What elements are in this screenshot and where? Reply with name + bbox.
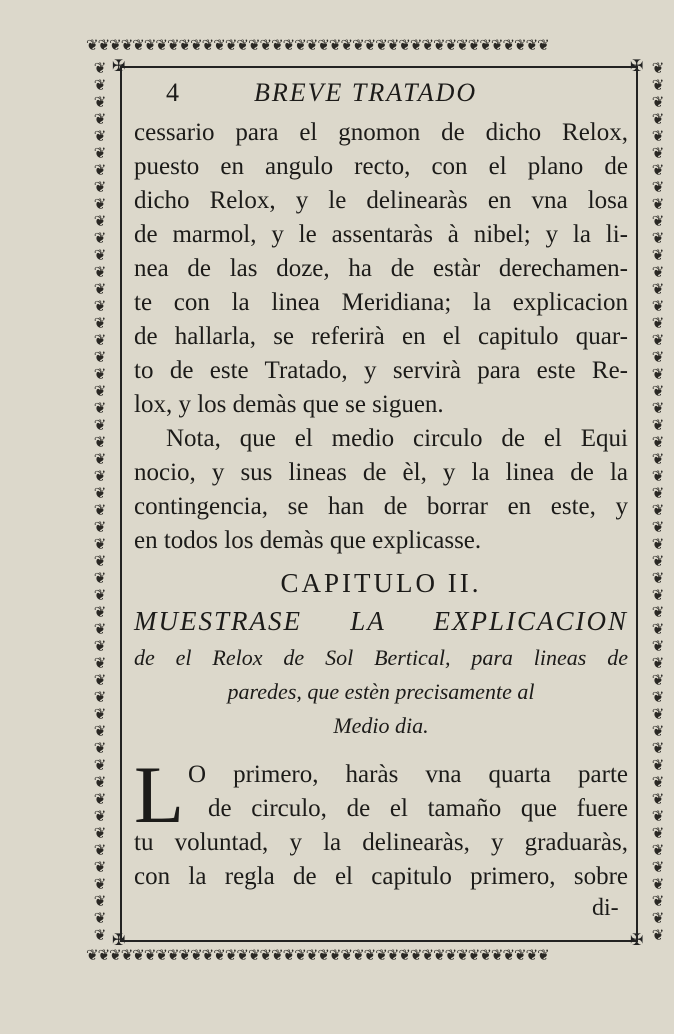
fleuron-ornament-icon: ❦ [651,280,665,298]
fleuron-ornament-icon: ❦ [93,722,107,740]
fleuron-ornament-icon: ❦ [651,654,665,672]
fleuron-ornament-icon: ❦ [651,790,665,808]
fleuron-ornament-icon: ❦ [93,161,107,179]
fleuron-ornament-icon: ❦ [651,688,665,706]
text-line: lox, y los demàs que se siguen. [134,391,444,418]
fleuron-ornament-icon: ❦ [651,722,665,740]
fleuron-ornament-icon: ❦ [93,637,107,655]
fleuron-ornament-icon: ❦ [651,314,665,332]
ornamental-border-top: ❦❦❦❦❦❦❦❦❦❦❦❦❦❦❦❦❦❦❦❦❦❦❦❦❦❦❦❦❦❦❦❦❦❦❦❦❦❦❦❦ [86,36,549,54]
fleuron-ornament-icon: ❦ [651,297,665,315]
fleuron-ornament-icon: ❦ [651,399,665,417]
text-line: puesto en angulo recto, con el plano de [134,153,628,180]
fleuron-ornament-icon: ❦ [93,739,107,757]
fleuron-ornament-icon: ❦ [651,348,665,366]
frame-rule-left [120,66,122,942]
fleuron-ornament-icon: ❦ [93,195,107,213]
corner-cross-icon: ✠ [630,56,644,75]
frame-rule-top [122,66,638,68]
text-line: con la regla de el capitulo primero, sobre [134,863,628,890]
fleuron-ornament-icon: ❦ [651,229,665,247]
fleuron-ornament-icon: ❦ [93,705,107,723]
frame-rule-right [636,66,638,942]
fleuron-ornament-icon: ❦ [93,246,107,264]
text-line: de hallarla, se referirà en el capitulo quar- [134,323,628,350]
fleuron-ornament-icon: ❦ [93,382,107,400]
chapter-subtitle-line: de el Relox de Sol Bertical, para lineas de [134,645,628,670]
drop-cap: L [134,749,185,840]
fleuron-ornament-icon: ❦ [93,518,107,536]
page-number: 4 [166,78,179,107]
fleuron-ornament-icon: ❦ [651,858,665,876]
fleuron-ornament-icon: ❦ [93,76,107,94]
fleuron-ornament-icon: ❦ [93,603,107,621]
fleuron-ornament-icon: ❦ [651,144,665,162]
fleuron-ornament-icon: ❦ [651,671,665,689]
fleuron-ornament-icon: ❦ [93,467,107,485]
catchword: di- [592,895,619,921]
fleuron-ornament-icon: ❦ [93,433,107,451]
corner-cross-icon: ✠ [630,930,644,949]
fleuron-ornament-icon: ❦ [651,263,665,281]
fleuron-ornament-icon: ❦ [651,773,665,791]
fleuron-ornament-icon: ❦ [651,586,665,604]
fleuron-ornament-icon: ❦ [93,756,107,774]
fleuron-ornament-icon: ❦ [651,195,665,213]
fleuron-ornament-icon: ❦ [651,620,665,638]
text-line: de circulo, de el tamaño que fuere [208,795,628,822]
corner-cross-icon: ✠ [112,56,126,75]
fleuron-ornament-icon: ❦ [93,365,107,383]
fleuron-ornament-icon: ❦ [93,93,107,111]
fleuron-ornament-icon: ❦ [651,637,665,655]
fleuron-ornament-icon: ❦ [651,603,665,621]
fleuron-ornament-icon: ❦ [93,280,107,298]
fleuron-ornament-icon: ❦ [651,501,665,519]
text-line: de marmol, y le assentaràs à nibel; y la li- [134,221,628,248]
fleuron-ornament-icon: ❦ [651,450,665,468]
text-line: dicho Relox, y le delinearàs en vna losa [134,187,628,214]
fleuron-ornament-icon: ❦ [93,263,107,281]
chapter-heading: CAPITULO II. [280,568,482,598]
fleuron-ornament-icon: ❦ [93,144,107,162]
fleuron-ornament-icon: ❦ [93,875,107,893]
fleuron-ornament-icon: ❦ [651,552,665,570]
fleuron-ornament-icon: ❦ [651,110,665,128]
fleuron-ornament-icon: ❦ [93,858,107,876]
fleuron-ornament-icon: ❦ [651,892,665,910]
text-line: Nota, que el medio circulo de el Equi [166,425,628,452]
fleuron-ornament-icon: ❦ [93,790,107,808]
fleuron-ornament-icon: ❦ [93,688,107,706]
fleuron-ornament-icon: ❦ [93,535,107,553]
text-line: nea de las doze, ha de estàr derechamen- [134,255,628,282]
fleuron-ornament-icon: ❦ [93,586,107,604]
fleuron-ornament-icon: ❦ [93,416,107,434]
fleuron-ornament-icon: ❦ [93,569,107,587]
fleuron-ornament-icon: ❦ [93,892,107,910]
chapter-subtitle-line: MUESTRASE LA EXPLICACION [134,606,628,636]
fleuron-ornament-icon: ❦ [93,501,107,519]
fleuron-ornament-icon: ❦ [93,450,107,468]
fleuron-ornament-icon: ❦ [93,348,107,366]
fleuron-ornament-icon: ❦ [651,569,665,587]
text-line: cessario para el gnomon de dicho Relox, [134,119,628,146]
fleuron-ornament-icon: ❦ [651,178,665,196]
running-title: BREVE TRATADO [254,78,478,107]
fleuron-ornament-icon: ❦ [651,127,665,145]
fleuron-ornament-icon: ❦ [93,671,107,689]
fleuron-ornament-icon: ❦ [651,161,665,179]
fleuron-ornament-icon: ❦ [93,909,107,927]
ornamental-border-right [646,60,670,945]
fleuron-ornament-icon: ❦ [651,807,665,825]
fleuron-ornament-icon: ❦ [93,297,107,315]
fleuron-ornament-icon: ❦ [93,127,107,145]
fleuron-ornament-icon: ❦ [651,365,665,383]
fleuron-ornament-icon: ❦ [651,518,665,536]
fleuron-ornament-icon: ❦ [93,773,107,791]
ornamental-border-left [88,60,112,945]
fleuron-ornament-icon: ❦ [651,875,665,893]
fleuron-ornament-icon: ❦ [93,314,107,332]
body-paragraph [134,116,628,422]
fleuron-ornament-icon: ❦ [93,178,107,196]
fleuron-ornament-icon: ❦ [651,705,665,723]
fleuron-ornament-icon: ❦ [93,229,107,247]
fleuron-ornament-icon: ❦ [93,620,107,638]
chapter-paragraph [134,826,628,894]
text-line: O primero, haràs vna quarta parte [188,761,628,788]
corner-cross-icon: ✠ [112,930,126,949]
fleuron-ornament-icon: ❦ [93,841,107,859]
fleuron-ornament-icon: ❦ [651,535,665,553]
fleuron-ornament-icon: ❦ [651,60,665,77]
chapter-subtitle-line: Medio dia. [333,713,429,738]
fleuron-ornament-icon: ❦ [651,739,665,757]
fleuron-ornament-icon: ❦ [651,467,665,485]
fleuron-ornament-icon: ❦ [93,399,107,417]
ornamental-border-bottom: ❦❦❦❦❦❦❦❦❦❦❦❦❦❦❦❦❦❦❦❦❦❦❦❦❦❦❦❦❦❦❦❦❦❦❦❦❦❦❦❦ [86,946,549,964]
fleuron-ornament-icon: ❦ [651,331,665,349]
text-line: en todos los demàs que explicasse. [134,527,482,554]
fleuron-ornament-icon: ❦ [651,841,665,859]
text-line: te con la linea Meridiana; la explicacion [134,289,628,316]
fleuron-ornament-icon: ❦ [93,60,107,77]
fleuron-ornament-icon: ❦ [651,416,665,434]
fleuron-ornament-icon: ❦ [651,484,665,502]
fleuron-ornament-icon: ❦ [93,654,107,672]
running-header [166,78,546,112]
chapter-subtitle-line: paredes, que estèn precisamente al [227,679,535,704]
fleuron-ornament-icon: ❦ [651,756,665,774]
text-line: nocio, y sus lineas de èl, y la linea de la [134,459,628,486]
fleuron-ornament-icon: ❦ [651,76,665,94]
chapter-paragraph-indented [188,758,628,826]
fleuron-ornament-icon: ❦ [93,552,107,570]
fleuron-ornament-icon: ❦ [651,212,665,230]
fleuron-ornament-icon: ❦ [93,824,107,842]
fleuron-ornament-icon: ❦ [93,807,107,825]
text-line: contingencia, se han de borrar en este, y [134,493,628,520]
fleuron-ornament-icon: ❦ [651,909,665,927]
fleuron-ornament-icon: ❦ [93,926,107,944]
fleuron-ornament-icon: ❦ [93,484,107,502]
nota-paragraph [134,422,628,558]
fleuron-ornament-icon: ❦ [651,824,665,842]
fleuron-ornament-icon: ❦ [651,93,665,111]
fleuron-ornament-icon: ❦ [93,110,107,128]
fleuron-ornament-icon: ❦ [93,331,107,349]
fleuron-ornament-icon: ❦ [651,382,665,400]
text-line: to de este Tratado, y servirà para este Re- [134,357,628,384]
fleuron-ornament-icon: ❦ [651,246,665,264]
fleuron-ornament-icon: ❦ [651,926,665,944]
fleuron-ornament-icon: ❦ [651,433,665,451]
fleuron-ornament-icon: ❦ [93,212,107,230]
frame-rule-bottom [122,940,638,942]
text-line: tu voluntad, y la delinearàs, y graduaràs, [134,829,628,856]
